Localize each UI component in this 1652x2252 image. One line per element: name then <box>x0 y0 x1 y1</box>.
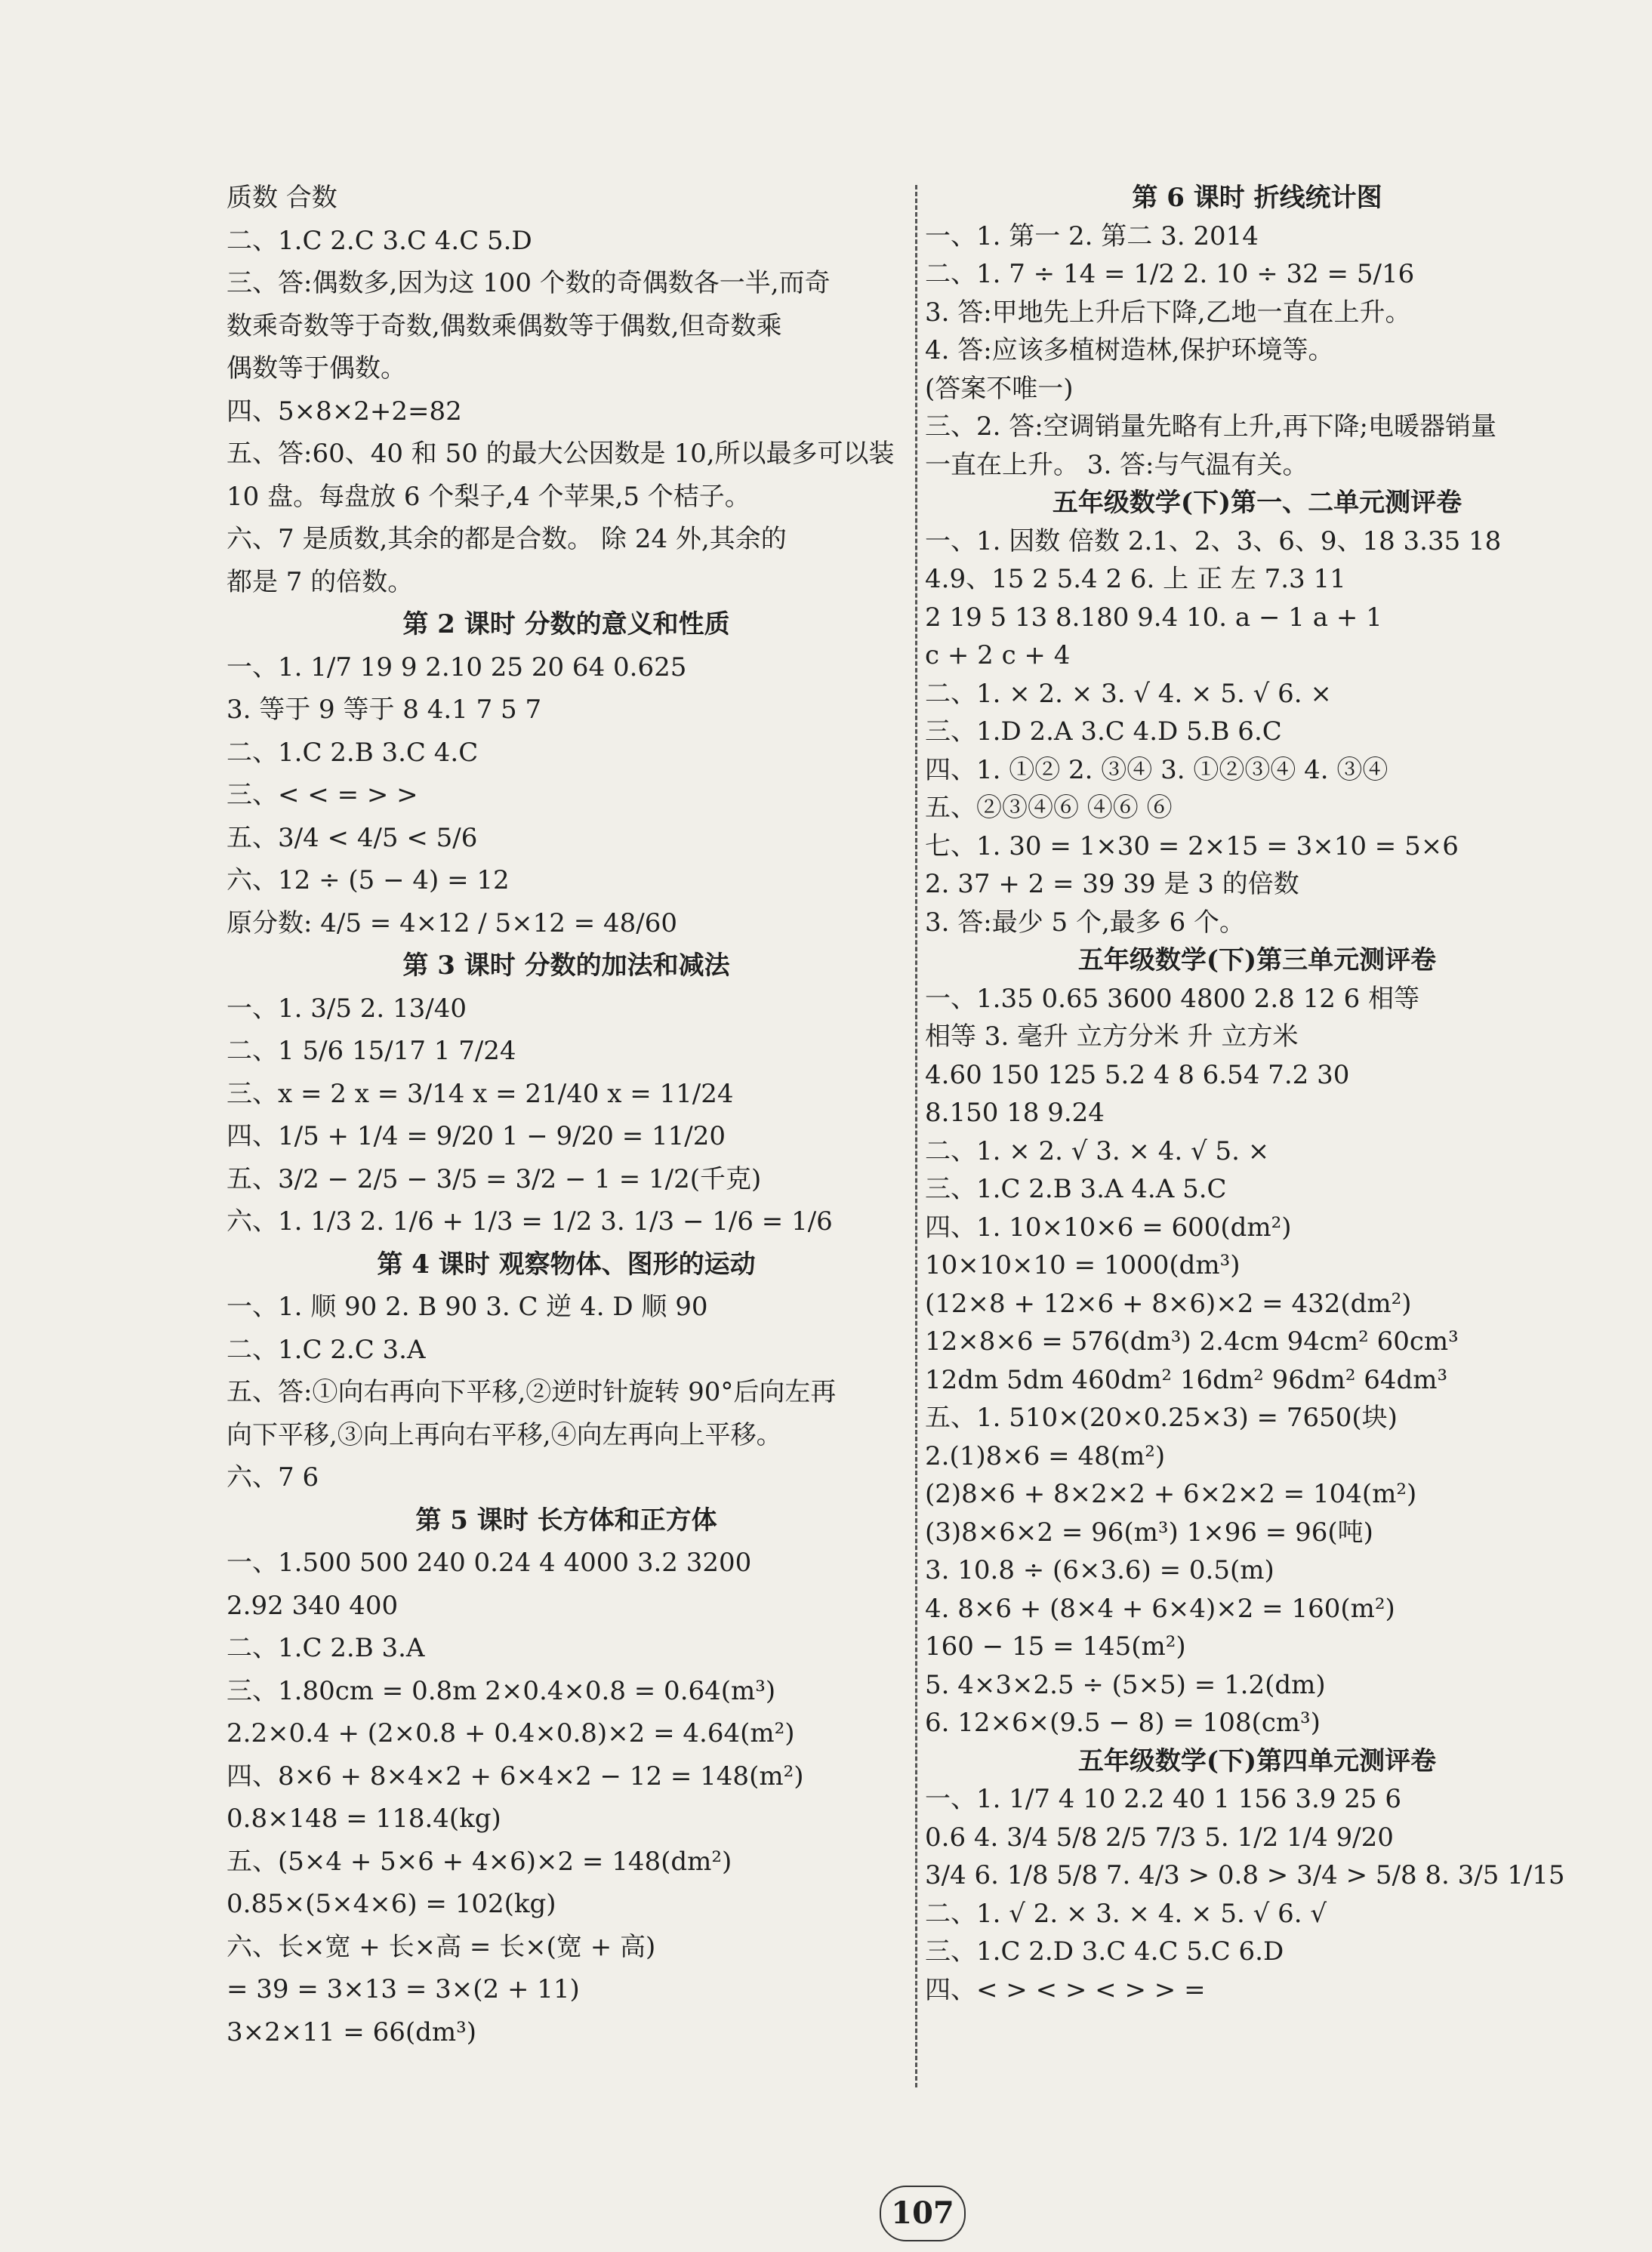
answer-line: (答案不唯一) <box>925 373 1074 404</box>
answer-line: 12×8×6 = 576(dm³) 2.4cm 94cm² 60cm³ <box>925 1326 1459 1357</box>
answer-line: 一、1. 1/7 4 10 2.2 40 1 156 3.9 25 6 <box>925 1784 1401 1814</box>
answer-line: 五、3/4 < 4/5 < 5/6 <box>227 822 478 853</box>
answer-line: 偶数等于偶数。 <box>227 353 406 384</box>
section-heading: 第 3 课时 分数的加法和减法 <box>402 950 730 981</box>
answer-line: 10×10×10 = 1000(dm³) <box>925 1250 1241 1280</box>
answer-line: 5. 4×3×2.5 ÷ (5×5) = 1.2(dm) <box>925 1669 1326 1700</box>
answer-line: (2)8×6 + 8×2×2 + 6×2×2 = 104(m²) <box>925 1479 1417 1509</box>
answer-line: 160 − 15 = 145(m²) <box>925 1631 1186 1662</box>
answer-line: 6. 12×6×(9.5 − 8) = 108(cm³) <box>925 1708 1321 1738</box>
answer-line: 二、1. √ 2. × 3. × 4. × 5. √ 6. √ <box>925 1898 1327 1929</box>
answer-line: 二、1. 7 ÷ 14 = 1/2 2. 10 ÷ 32 = 5/16 <box>925 259 1415 289</box>
answer-line: 4.9、15 2 5.4 2 6. 上 正 左 7.3 11 <box>925 564 1346 594</box>
answer-line: 一、1. 因数 倍数 2.1、2、3、6、9、18 3.35 18 <box>925 525 1502 556</box>
answer-line: 六、12 ÷ (5 − 4) = 12 <box>227 865 510 895</box>
answer-line: 三、2. 答:空调销量先略有上升,再下降;电暖器销量 <box>925 411 1496 442</box>
section-heading: 第 4 课时 观察物体、图形的运动 <box>377 1249 756 1280</box>
answer-line: 四、< > < > < > > = <box>925 1974 1206 2005</box>
answer-line: 数乘奇数等于奇数,偶数乘偶数等于偶数,但奇数乘 <box>227 310 782 341</box>
answer-line: 0.6 4. 3/4 5/8 2/5 7/3 5. 1/2 1/4 9/20 <box>925 1822 1394 1853</box>
answer-line: (3)8×6×2 = 96(m³) 1×96 = 96(吨) <box>925 1517 1373 1548</box>
answer-line: 三、1.80cm = 0.8m 2×0.4×0.8 = 0.64(m³) <box>227 1675 776 1706</box>
answer-line: 五、(5×4 + 5×6 + 4×6)×2 = 148(dm²) <box>227 1846 732 1877</box>
answer-line: 3. 10.8 ÷ (6×3.6) = 0.5(m) <box>925 1555 1274 1585</box>
answer-line: 4. 答:应该多植树造林,保护环境等。 <box>925 335 1334 365</box>
answer-line: 8.150 18 9.24 <box>925 1098 1105 1128</box>
answer-line: 三、< < = > > <box>227 780 418 810</box>
answer-line: 一、1.35 0.65 3600 4800 2.8 12 6 相等 <box>925 983 1420 1014</box>
section-heading: 五年级数学(下)第四单元测评卷 <box>1077 1745 1437 1776</box>
answer-line: 六、7 是质数,其余的都是合数。 除 24 外,其余的 <box>227 524 787 554</box>
answer-line: 12dm 5dm 460dm² 16dm² 96dm² 64dm³ <box>925 1364 1448 1395</box>
answer-line: 都是 7 的倍数。 <box>227 566 414 597</box>
column-divider <box>915 185 917 2087</box>
answer-line: = 39 = 3×13 = 3×(2 + 11) <box>227 1974 580 2004</box>
answer-line: 二、1.C 2.B 3.A <box>227 1633 425 1663</box>
answer-line: 0.85×(5×4×6) = 102(kg) <box>227 1889 556 1919</box>
answer-line: 三、x = 2 x = 3/14 x = 21/40 x = 11/24 <box>227 1078 734 1109</box>
answer-line: 六、长×宽 + 长×高 = 长×(宽 + 高) <box>227 1931 656 1962</box>
answer-line: 四、1/5 + 1/4 = 9/20 1 − 9/20 = 11/20 <box>227 1121 726 1151</box>
answer-line: 四、1. ①② 2. ③④ 3. ①②③④ 4. ③④ <box>925 754 1388 785</box>
answer-line: 3. 答:甲地先上升后下降,乙地一直在上升。 <box>925 297 1411 328</box>
answer-line: 三、1.C 2.D 3.C 4.C 5.C 6.D <box>925 1936 1284 1967</box>
answer-line: 七、1. 30 = 1×30 = 2×15 = 3×10 = 5×6 <box>925 830 1459 861</box>
answer-line: 10 盘。每盘放 6 个梨子,4 个苹果,5 个桔子。 <box>227 481 750 512</box>
answer-line: 二、1 5/6 15/17 1 7/24 <box>227 1036 516 1066</box>
answer-line: 六、1. 1/3 2. 1/6 + 1/3 = 1/2 3. 1/3 − 1/6 = 1/6 <box>227 1206 833 1237</box>
answer-line: 一、1. 1/7 19 9 2.10 25 20 64 0.625 <box>227 652 687 682</box>
answer-line: 2.92 340 400 <box>227 1590 399 1621</box>
answer-line: 3. 等于 9 等于 8 4.1 7 5 7 <box>227 695 542 725</box>
answer-line: 一、1. 顺 90 2. B 90 3. C 逆 4. D 顺 90 <box>227 1292 708 1322</box>
answer-line: 质数 合数 <box>227 183 337 213</box>
answer-line: 原分数: 4/5 = 4×12 / 5×12 = 48/60 <box>227 907 678 938</box>
section-heading: 第 6 课时 折线统计图 <box>1132 183 1382 213</box>
section-heading: 五年级数学(下)第三单元测评卷 <box>1077 945 1437 975</box>
answer-line: 2.(1)8×6 = 48(m²) <box>925 1440 1166 1471</box>
page-number: 107 <box>880 2186 966 2241</box>
answer-line: 四、1. 10×10×6 = 600(dm²) <box>925 1212 1292 1243</box>
answer-line: 五、1. 510×(20×0.25×3) = 7650(块) <box>925 1403 1398 1433</box>
answer-line: 2 19 5 13 8.180 9.4 10. a − 1 a + 1 <box>925 602 1382 633</box>
section-heading: 五年级数学(下)第一、二单元测评卷 <box>1052 488 1462 518</box>
answer-line: 二、1.C 2.C 3.A <box>227 1334 426 1365</box>
answer-line: 四、8×6 + 8×4×2 + 6×4×2 − 12 = 148(m²) <box>227 1761 804 1791</box>
answer-line: 五、②③④⑥ ④⑥ ⑥ <box>925 793 1173 823</box>
answer-line: 三、答:偶数多,因为这 100 个数的奇偶数各一半,而奇 <box>227 268 831 298</box>
answer-line: 一直在上升。 3. 答:与气温有关。 <box>925 449 1308 480</box>
answer-line: 3. 答:最少 5 个,最多 6 个。 <box>925 907 1246 938</box>
answer-line: 一、1.500 500 240 0.24 4 4000 3.2 3200 <box>227 1548 752 1578</box>
answer-line: 六、7 6 <box>227 1462 319 1493</box>
answer-line: 二、1. × 2. √ 3. × 4. √ 5. × <box>925 1135 1270 1166</box>
answer-line: 五、答:60、40 和 50 的最大公因数是 10,所以最多可以装 <box>227 439 895 469</box>
answer-line: 2. 37 + 2 = 39 39 是 3 的倍数 <box>925 869 1299 899</box>
answer-line: 四、5×8×2+2=82 <box>227 396 462 427</box>
answer-line: 4. 8×6 + (8×4 + 6×4)×2 = 160(m²) <box>925 1593 1395 1624</box>
answer-line: (12×8 + 12×6 + 8×6)×2 = 432(dm²) <box>925 1288 1412 1319</box>
answer-line: 三、1.C 2.B 3.A 4.A 5.C <box>925 1174 1227 1204</box>
answer-line: 二、1.C 2.B 3.C 4.C <box>227 737 479 768</box>
answer-line: 五、答:①向右再向下平移,②逆时针旋转 90°后向左再 <box>227 1377 837 1407</box>
answer-line: 4.60 150 125 5.2 4 8 6.54 7.2 30 <box>925 1059 1350 1090</box>
answer-line: c + 2 c + 4 <box>925 640 1071 670</box>
answer-line: 二、1. × 2. × 3. √ 4. × 5. √ 6. × <box>925 678 1332 709</box>
answer-line: 三、1.D 2.A 3.C 4.D 5.B 6.C <box>925 716 1282 747</box>
answer-line: 五、3/2 − 2/5 − 3/5 = 3/2 − 1 = 1/2(千克) <box>227 1163 762 1194</box>
answer-line: 3/4 6. 1/8 5/8 7. 4/3 > 0.8 > 3/4 > 5/8 8. 3/5 1/15 <box>925 1860 1565 1890</box>
answer-line: 3×2×11 = 66(dm³) <box>227 2016 477 2047</box>
answer-line: 二、1.C 2.C 3.C 4.C 5.D <box>227 225 532 256</box>
answer-line: 一、1. 第一 2. 第二 3. 2014 <box>925 220 1259 251</box>
answer-line: 0.8×148 = 118.4(kg) <box>227 1804 501 1834</box>
section-heading: 第 5 课时 长方体和正方体 <box>415 1505 717 1536</box>
answer-line: 相等 3. 毫升 立方分米 升 立方米 <box>925 1021 1299 1052</box>
answer-line: 向下平移,③向上再向右平移,④向左再向上平移。 <box>227 1419 782 1450</box>
answer-line: 一、1. 3/5 2. 13/40 <box>227 993 467 1024</box>
answer-line: 2.2×0.4 + (2×0.8 + 0.4×0.8)×2 = 4.64(m²) <box>227 1718 795 1748</box>
section-heading: 第 2 课时 分数的意义和性质 <box>402 609 730 639</box>
